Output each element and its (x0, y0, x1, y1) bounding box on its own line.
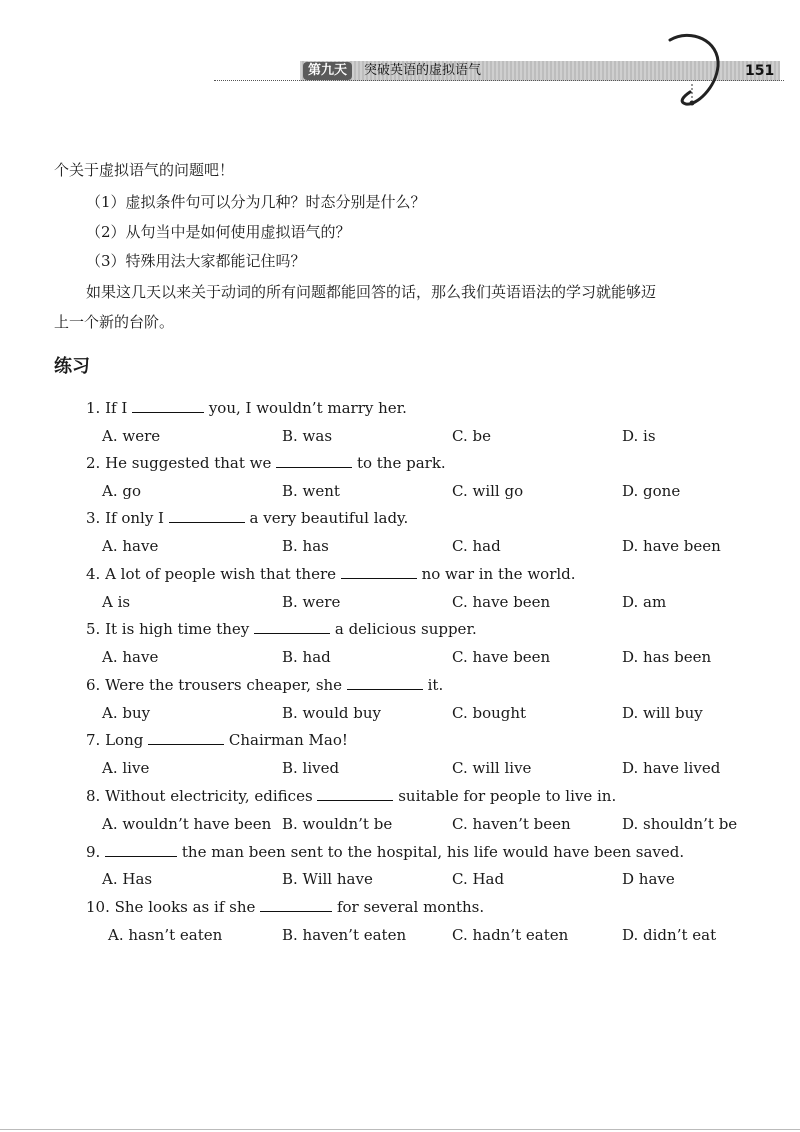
question-text: 5. It is high time they (86, 620, 250, 638)
intro-question-1: （1）虚拟条件句可以分为几种？时态分别是什么？ (86, 193, 426, 211)
option-a: A. have (102, 648, 159, 666)
option-a: A. live (102, 759, 150, 777)
option-c: C. will live (452, 759, 532, 777)
option-a: A is (102, 593, 131, 611)
answer-blank (317, 786, 393, 801)
question-text: suitable for people to live in. (398, 787, 617, 805)
question-text: 3. If only I (86, 509, 164, 527)
question-text: to the park. (356, 454, 446, 472)
question-text: 10. She looks as if she (86, 898, 256, 916)
question-text: 4. A lot of people wish that there (86, 565, 337, 583)
decorative-swirl-icon (640, 26, 730, 116)
option-a: A. buy (102, 704, 151, 722)
option-a: A. go (102, 482, 142, 500)
option-b: B. went (282, 482, 340, 500)
question-text: 1. If I (86, 399, 128, 417)
option-b: B. wouldn’t be (282, 815, 393, 833)
question-text: no war in the world. (421, 565, 576, 583)
question-6 (86, 675, 443, 695)
question-text: for several months. (336, 898, 485, 916)
option-d: D. shouldn’t be (622, 815, 738, 833)
option-d: D. gone (622, 482, 681, 500)
answer-blank (148, 730, 224, 745)
answer-blank (341, 564, 417, 579)
intro-line-6: 上一个新的台阶。 (54, 313, 175, 331)
question-2 (86, 453, 446, 473)
option-b: B. lived (282, 759, 340, 777)
question-text: 8. Without electricity, edifices (86, 787, 313, 805)
question-9 (86, 842, 684, 862)
section-title: 练习 (54, 356, 90, 377)
answer-blank (132, 398, 204, 413)
option-a: A. hasn’t eaten (108, 926, 223, 944)
option-d: D. will buy (622, 704, 703, 722)
option-c: C. haven’t been (452, 815, 571, 833)
question-5 (86, 619, 477, 639)
answer-blank (105, 842, 177, 857)
option-a: A. wouldn’t have been (102, 815, 272, 833)
option-c: C. hadn’t eaten (452, 926, 569, 944)
option-c: C. be (452, 427, 491, 445)
answer-blank (347, 675, 423, 690)
option-c: C. bought (452, 704, 527, 722)
option-c: C. will go (452, 482, 524, 500)
option-b: B. were (282, 593, 341, 611)
option-c: C. have been (452, 593, 551, 611)
option-d: D. am (622, 593, 667, 611)
option-c: C. Had (452, 870, 505, 888)
question-8 (86, 786, 616, 806)
intro-question-2: （2）从句当中是如何使用虚拟语气的？ (86, 223, 351, 241)
chapter-tag: 第九天 (303, 62, 352, 80)
answer-blank (276, 453, 352, 468)
option-c: C. had (452, 537, 501, 555)
option-d: D. have lived (622, 759, 721, 777)
option-d: D have (622, 870, 675, 888)
question-text: a delicious supper. (334, 620, 477, 638)
question-text: you, I wouldn’t marry her. (208, 399, 407, 417)
question-text: 7. Long (86, 731, 144, 749)
intro-question-3: （3）特殊用法大家都能记住吗？ (86, 252, 306, 270)
option-a: A. Has (102, 870, 153, 888)
question-text: it. (427, 676, 444, 694)
question-text: the man been sent to the hospital, his life would have been saved. (181, 843, 685, 861)
answer-blank (254, 619, 330, 634)
intro-line-1: 个关于虚拟语气的问题吧！ (54, 161, 235, 179)
option-d: D. has been (622, 648, 712, 666)
question-text: Chairman Mao! (228, 731, 348, 749)
option-d: D. is (622, 427, 656, 445)
question-text: a very beautiful lady. (249, 509, 409, 527)
question-text: 9. (86, 843, 101, 861)
option-b: B. Will have (282, 870, 373, 888)
question-3 (86, 508, 408, 528)
question-4 (86, 564, 576, 584)
question-text: 2. He suggested that we (86, 454, 272, 472)
page-number: 151 (745, 63, 775, 79)
page-bottom-edge (0, 1129, 800, 1130)
answer-blank (169, 508, 245, 523)
option-c: C. have been (452, 648, 551, 666)
option-b: B. has (282, 537, 329, 555)
option-a: A. have (102, 537, 159, 555)
question-text: 6. Were the trousers cheaper, she (86, 676, 343, 694)
option-d: D. have been (622, 537, 721, 555)
question-10 (86, 897, 484, 917)
option-a: A. were (102, 427, 161, 445)
option-b: B. had (282, 648, 331, 666)
answer-blank (260, 897, 332, 912)
intro-line-5: 如果这几天以来关于动词的所有问题都能回答的话，那么我们英语语法的学习就能够迈 (86, 283, 657, 301)
option-d: D. didn’t eat (622, 926, 717, 944)
question-1 (86, 398, 407, 418)
option-b: B. was (282, 427, 333, 445)
option-b: B. would buy (282, 704, 381, 722)
option-b: B. haven’t eaten (282, 926, 407, 944)
question-7 (86, 730, 348, 750)
chapter-title: 突破英语的虚拟语气 (364, 63, 482, 78)
